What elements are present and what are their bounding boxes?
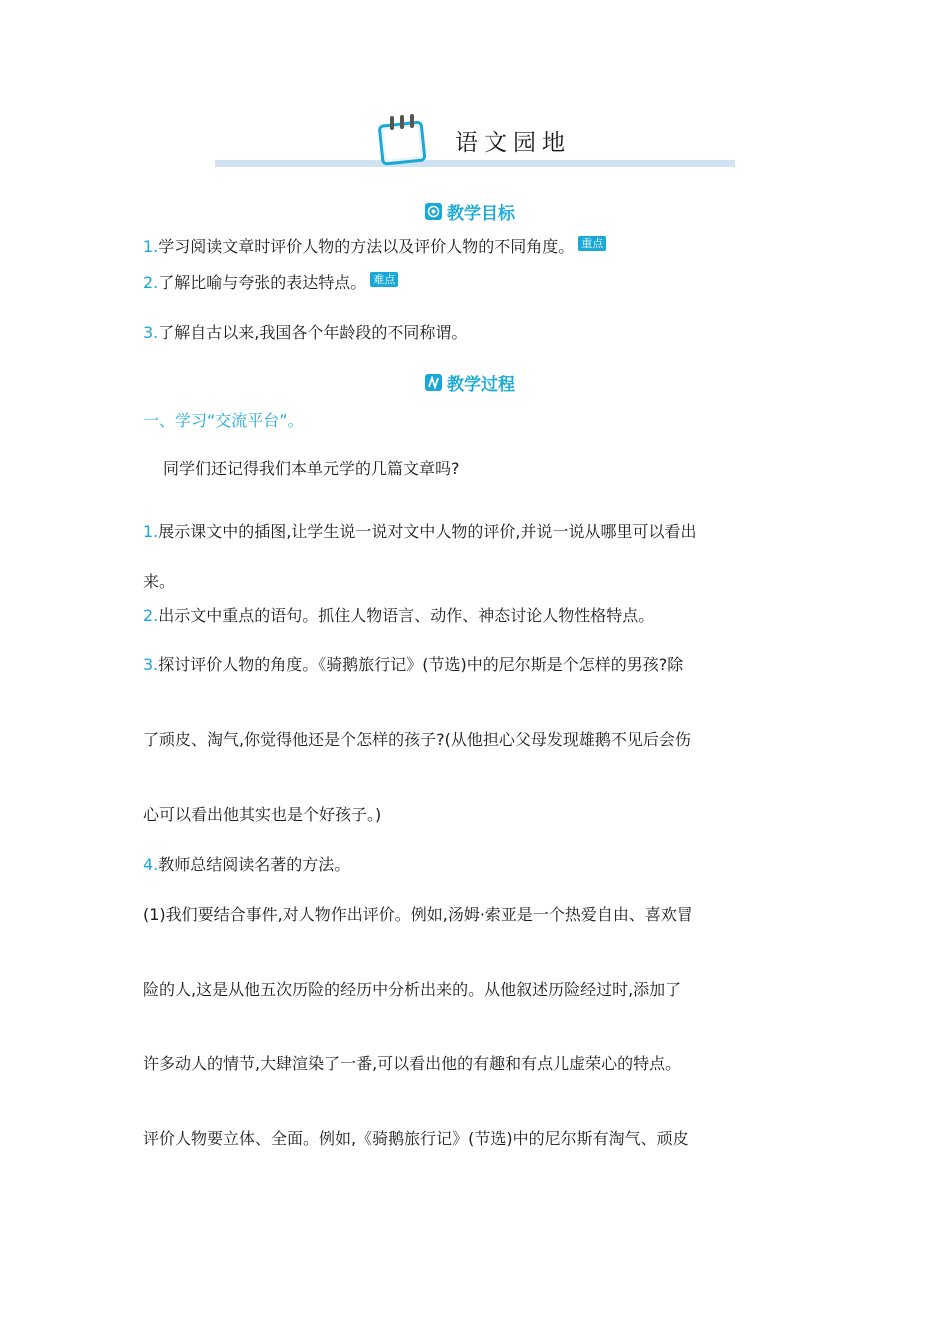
step-number: 2. [143, 606, 159, 625]
goal-item [143, 236, 606, 258]
target-icon [425, 203, 442, 220]
goal-item [143, 272, 398, 294]
title-underline [215, 160, 735, 167]
step-number: 3. [143, 655, 159, 674]
step-1-line-2: 来。 [143, 572, 176, 591]
step-text: 展示课文中的插图,让学生说一说对文中人物的评价,并说一说从哪里可以看出 [158, 522, 697, 541]
paragraph-line: 评价人物要立体、全面。例如,《骑鹅旅行记》(节选)中的尼尔斯有淘气、顽皮 [143, 1129, 689, 1148]
step-text: 教师总结阅读名著的方法。 [158, 855, 351, 874]
goal-text: 学习阅读文章时评价人物的方法以及评价人物的不同角度。 [158, 237, 575, 256]
step-text: 探讨评价人物的角度。《骑鹅旅行记》(节选)中的尼尔斯是个怎样的男孩?除 [158, 655, 684, 674]
section-goals-title: 教学目标 [447, 204, 515, 224]
step-3-line-3: 心可以看出他其实也是个好孩子。) [143, 805, 382, 824]
key-point-badge: 重点 [578, 236, 606, 251]
goal-text: 了解比喻与夸张的表达特点。 [158, 273, 367, 292]
goal-number: 3. [143, 323, 159, 342]
goal-number: 1. [143, 237, 159, 256]
step-3-line-2: 了顽皮、淘气,你觉得他还是个怎样的孩子?(从他担心父母发现雄鹅不见后会伤 [143, 730, 691, 749]
step-1-line-1 [143, 521, 696, 543]
step-2 [143, 605, 654, 627]
page-title: 语文园地 [455, 130, 571, 156]
step-4 [143, 854, 350, 876]
section-process-title: 教学过程 [447, 375, 515, 395]
step-number: 1. [143, 522, 159, 541]
step-3-line-1 [143, 654, 683, 676]
process-icon [425, 374, 442, 391]
step-number: 4. [143, 855, 159, 874]
paragraph-line: 险的人,这是从他五次历险的经历中分析出来的。从他叙述历险经过时,添加了 [143, 980, 682, 999]
step-text: 出示文中重点的语句。抓住人物语言、动作、神态讨论人物性格特点。 [158, 606, 655, 625]
part1-heading: 一、学习“交流平台”。 [143, 411, 304, 430]
section-process-heading [425, 370, 515, 395]
goal-item [143, 322, 467, 344]
paragraph-line: (1)我们要结合事件,对人物作出评价。例如,汤姆·索亚是一个热爱自由、喜欢冒 [143, 905, 693, 924]
section-goals-heading [425, 199, 515, 224]
paragraph-line: 许多动人的情节,大肆渲染了一番,可以看出他的有趣和有点儿虚荣心的特点。 [143, 1054, 682, 1073]
intro-text: 同学们还记得我们本单元学的几篇文章吗? [163, 459, 460, 478]
goal-text: 了解自古以来,我国各个年龄段的不同称谓。 [158, 323, 468, 342]
calendar-icon [375, 112, 431, 168]
difficulty-badge: 难点 [370, 272, 398, 287]
goal-number: 2. [143, 273, 159, 292]
